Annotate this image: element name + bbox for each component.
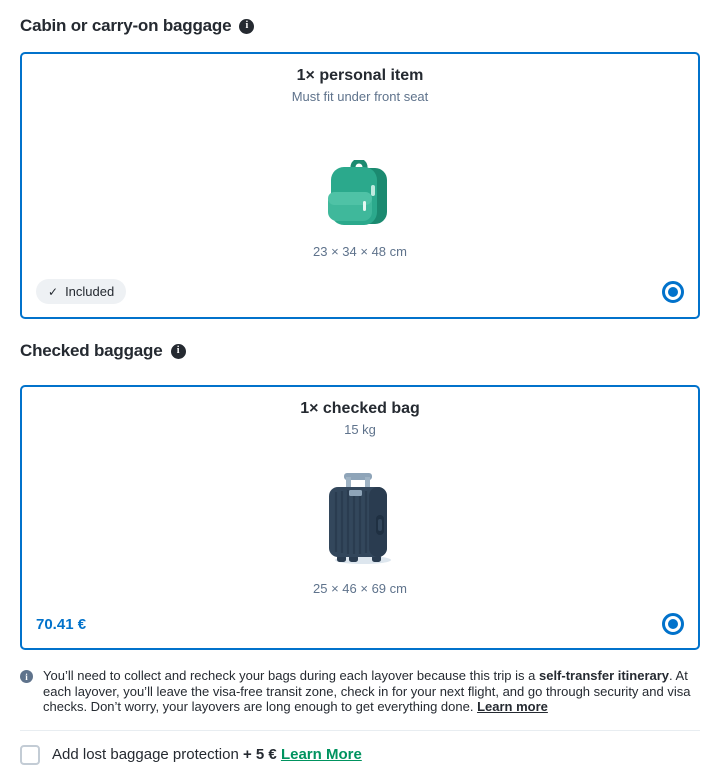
checked-bag-dimensions: 25 × 46 × 69 cm bbox=[313, 581, 407, 596]
included-label: Included bbox=[65, 284, 115, 299]
protection-learn-more-link[interactable]: Learn More bbox=[280, 745, 362, 763]
info-icon[interactable]: i bbox=[171, 344, 186, 359]
protection-price: + 5 € bbox=[242, 745, 277, 763]
note-text-part1: You’ll need to collect and recheck your bags during each layover because this trip is a bbox=[43, 668, 539, 683]
info-icon: i bbox=[20, 670, 33, 683]
checked-bag-radio[interactable] bbox=[662, 613, 684, 635]
info-icon[interactable]: i bbox=[239, 19, 254, 34]
personal-item-card[interactable] bbox=[20, 52, 700, 319]
checked-baggage-title: Checked baggage bbox=[20, 341, 163, 360]
cabin-baggage-heading bbox=[20, 14, 700, 38]
check-icon: ✓ bbox=[48, 284, 59, 299]
note-text-part2: . At each layover, you’ll leave the visa-free transit zone, check in for your next flight, and go through security and visa checks. Don’t worry, your layovers are long enough to get everything done. bbox=[43, 668, 691, 714]
baggage-page bbox=[0, 14, 720, 766]
checked-baggage-heading bbox=[20, 339, 700, 363]
personal-item-dimensions: 23 × 34 × 48 cm bbox=[313, 244, 407, 259]
backpack-icon bbox=[327, 160, 393, 235]
note-bold-self-transfer: self-transfer itinerary bbox=[538, 668, 670, 683]
checked-bag-footer bbox=[36, 613, 684, 635]
protection-label-text: Add lost baggage protection bbox=[52, 745, 243, 763]
radio-dot bbox=[668, 287, 678, 297]
self-transfer-note-text bbox=[43, 668, 700, 715]
checked-bag-card[interactable] bbox=[20, 385, 700, 650]
divider bbox=[20, 730, 700, 731]
radio-dot bbox=[668, 619, 678, 629]
self-transfer-note bbox=[20, 668, 700, 715]
personal-item-subtitle: Must fit under front seat bbox=[291, 89, 429, 104]
suitcase-icon bbox=[317, 471, 403, 572]
cabin-baggage-title: Cabin or carry-on baggage bbox=[20, 16, 232, 35]
lost-baggage-protection-label bbox=[52, 744, 362, 766]
checked-bag-price: 70.41 € bbox=[36, 615, 87, 633]
personal-item-footer bbox=[36, 279, 684, 304]
personal-item-title: 1× personal item bbox=[296, 67, 424, 84]
lost-baggage-protection-checkbox[interactable] bbox=[20, 745, 40, 765]
included-badge bbox=[36, 279, 126, 304]
lost-baggage-protection-row bbox=[20, 744, 700, 766]
checked-bag-title: 1× checked bag bbox=[300, 400, 420, 417]
note-learn-more-link[interactable]: Learn more bbox=[477, 699, 548, 714]
personal-item-radio[interactable] bbox=[662, 281, 684, 303]
checked-bag-subtitle: 15 kg bbox=[344, 422, 376, 437]
